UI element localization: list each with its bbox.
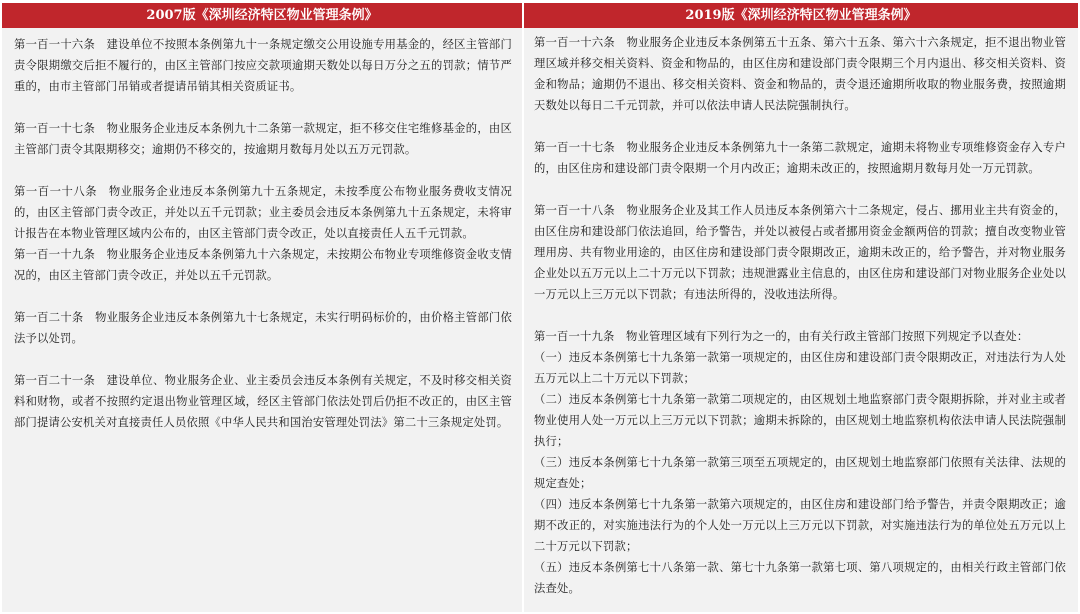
article-2019-119: 第一百一十九条 物业管理区域有下列行为之一的，由有关行政主管部门按照下列规定予以查处： bbox=[534, 330, 1029, 343]
article-2019-117: 第一百一十七条 物业服务企业违反本条例第九十一条第二款规定，逾期未将物业专项维修资金存入专户的，由区住房和建设部门责令限期一个月内改正；逾期未改正的，按照逾期月数每月处一万元罚款。 bbox=[534, 141, 1066, 175]
header-2007: 2007版《深圳经济特区物业管理条例》 bbox=[2, 3, 522, 28]
article-2007-118: 第一百一十八条 物业服务企业违反本条例第九十五条规定，未按季度公布物业服务费收支情况的，由区主管部门责令改正，并处以五千元罚款；业主委员会违反本条例第九十五条规定，未将审计报告在本物业管理区域内公布的，由区主管部门责令改正，处以直接责任人五千元罚款。 bbox=[14, 185, 512, 240]
column-2019 bbox=[524, 3, 1078, 612]
column-2007-body bbox=[2, 28, 522, 612]
article-2019-116: 第一百一十六条 物业服务企业违反本条例第五十五条、第六十五条、第六十六条规定，拒不退出物业管理区域并移交相关资料、资金和物品的，由区住房和建设部门责令限期三个月内退出、移交相关资料、资金和物品；逾期仍不退出、移交相关资料、资金和物品的，责令退还逾期所收取的物业服务费，按照逾期天数处以每日二千元罚款，并可以依法申请人民法院强制执行。 bbox=[534, 36, 1066, 112]
article-2007-119: 第一百一十九条 物业服务企业违反本条例第九十六条规定，未按期公布物业专项维修资金收支情况的，由区主管部门责令改正，并处以五千元罚款。 bbox=[14, 248, 512, 282]
article-2019-119-item-4: （四）违反本条例第七十九条第一款第六项规定的，由区住房和建设部门给予警告，并责令限期改正；逾期不改正的，对实施违法行为的个人处一万元以上三万元以下罚款，对实施违法行为的单位处五万元以上二十万元以下罚款； bbox=[534, 498, 1066, 553]
article-2007-117: 第一百一十七条 物业服务企业违反本条例九十二条第一款规定，拒不移交住宅维修基金的，由区主管部门责令其限期移交；逾期仍不移交的，按逾期月数每月处以五万元罚款。 bbox=[14, 122, 512, 156]
header-2019: 2019版《深圳经济特区物业管理条例》 bbox=[524, 3, 1078, 28]
article-2019-119-item-2: （二）违反本条例第七十九条第一款第二项规定的，由区规划土地监察部门责令限期拆除，并对业主或者物业使用人处一万元以上三万元以下罚款；逾期未拆除的，由区规划土地监察机构依法申请人民法院强制执行； bbox=[534, 393, 1066, 448]
comparison-table bbox=[2, 3, 1078, 612]
article-2019-118: 第一百一十八条 物业服务企业及其工作人员违反本条例第六十二条规定，侵占、挪用业主共有资金的，由区住房和建设部门依法追回，给予警告，并处以被侵占或者挪用资金金额两倍的罚款；擅自改变物业管理用房、共有物业用途的，由区住房和建设部门责令限期改正，逾期未改正的，给予警告，并对物业服务企业处以五万元以上二十万元以下罚款；违规泄露业主信息的，由区住房和建设部门对物业服务企业处以一万元以上三万元以下罚款；有违法所得的，没收违法所得。 bbox=[534, 204, 1066, 301]
article-2019-119-item-1: （一）违反本条例第七十九条第一款第一项规定的，由区住房和建设部门责令限期改正，对违法行为人处五万元以上二十万元以下罚款； bbox=[534, 351, 1066, 385]
article-2019-119-item-5: （五）违反本条例第七十八条第一款、第七十九条第一款第七项、第八项规定的，由相关行政主管部门依法查处。 bbox=[534, 561, 1066, 595]
article-2007-120: 第一百二十条 物业服务企业违反本条例第九十七条规定，未实行明码标价的，由价格主管部门依法予以处罚。 bbox=[14, 311, 512, 345]
article-2007-121: 第一百二十一条 建设单位、物业服务企业、业主委员会违反本条例有关规定，不及时移交相关资料和财物，或者不按照约定退出物业管理区域，经区主管部门依法处罚后仍拒不改正的，由区主管部门提请公安机关对直接责任人员依照《中华人民共和国治安管理处罚法》第二十三条规定处罚。 bbox=[14, 374, 512, 429]
article-2019-119-item-3: （三）违反本条例第七十九条第一款第三项至五项规定的，由区规划土地监察部门依照有关法律、法规的规定查处； bbox=[534, 456, 1066, 490]
column-2007 bbox=[2, 3, 522, 612]
article-2007-116: 第一百一十六条 建设单位不按照本条例第九十一条规定缴交公用设施专用基金的，经区主管部门责令限期缴交后拒不履行的，由区主管部门按应交款项逾期天数处以每日万分之五的罚款；情节严重的，由市主管部门吊销或者提请吊销其相关资质证书。 bbox=[14, 38, 512, 93]
column-2019-body bbox=[524, 28, 1078, 612]
